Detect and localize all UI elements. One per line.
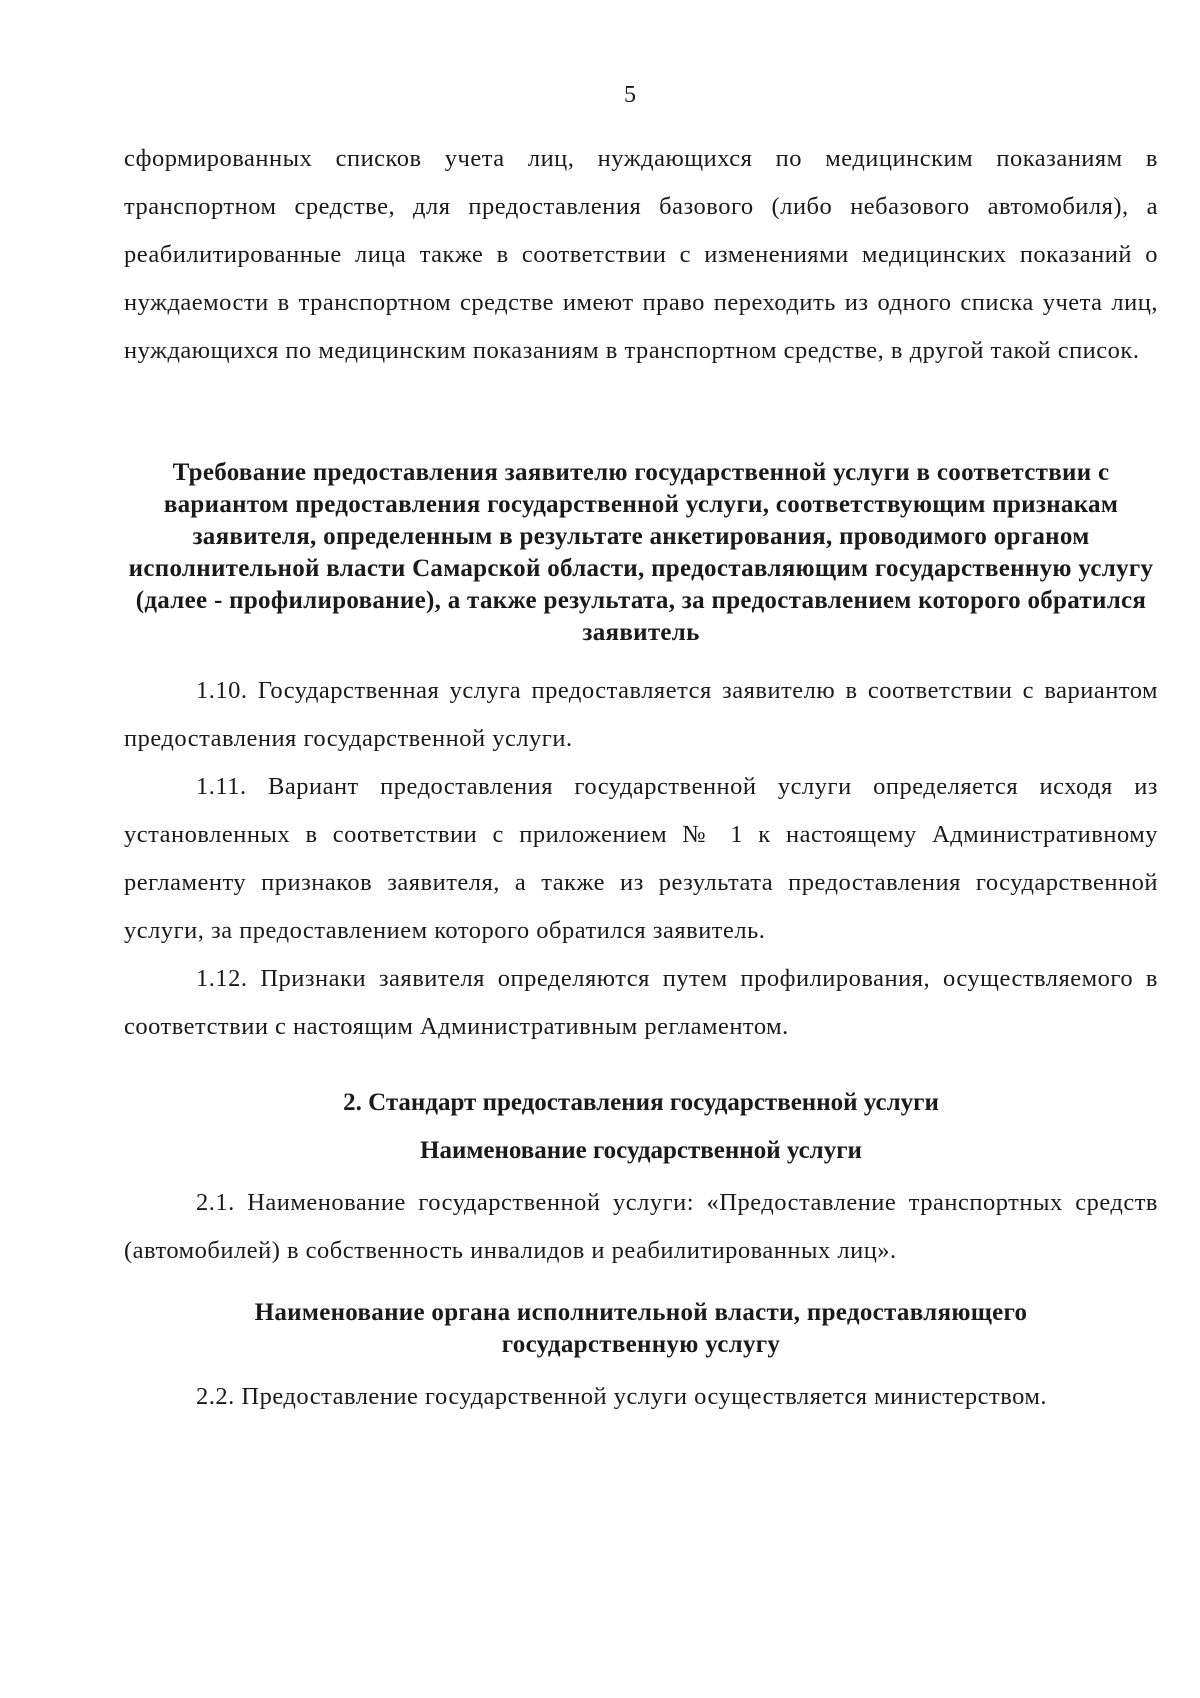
subsection-heading-service-name: Наименование государственной услуги bbox=[420, 1137, 862, 1164]
paragraph-2-1: 2.1. Наименование государственной услуги: «Предоставление транспортных средств (автомобилей) в собственность инвалидов и реабилитированных лиц». bbox=[124, 1189, 1158, 1264]
intro-paragraph: сформированных списков учета лиц, нуждающихся по медицинским показаниям в транспортном средстве, для предоставления базового (либо небазового автомобиля), а реабилитированные лица также в соответствии с изменениями медицинских показаний о нуждаемости в транспортном средстве имеют право переходить из одного списка учета лиц, нуждающихся по медицинским показаниям в транспортном средстве, в другой такой список. bbox=[124, 145, 1158, 364]
spacer bbox=[124, 1361, 1158, 1373]
paragraph-2-2: 2.2. Предоставление государственной услуги осуществляется министерством. bbox=[196, 1383, 1048, 1410]
paragraph-1-11: 1.11. Вариант предоставления государственной услуги определяется исходя из установленных в соответствии с приложением № 1 к настоящему Административному регламенту признаков заявителя, а также из результата предоставления государственной услуги, за предоставлением которого обратился заявитель. bbox=[124, 773, 1158, 944]
section-heading-variant-requirement: Требование предоставления заявителю государственной услуги в соответствии с вариантом предоставления государственной услуги, соответствующим признакам заявителя, определенным в результате анкетирования, проводимого органом исполнительной власти Самарской области, предоставляющим государственную услугу (далее - профилирование), а также результата, за предоставлением которого обратился заявитель bbox=[128, 459, 1154, 646]
document-body bbox=[124, 135, 1158, 1421]
subsection-heading-authority: Наименование органа исполнительной власти, предоставляющего государственную услугу bbox=[254, 1299, 1028, 1358]
spacer bbox=[124, 649, 1158, 667]
section-2-title: 2. Стандарт предоставления государственной услуги bbox=[343, 1089, 939, 1116]
paragraph-1-12: 1.12. Признаки заявителя определяются путем профилирования, осуществляемого в соответствии с настоящим Административным регламентом. bbox=[124, 965, 1158, 1040]
spacer bbox=[124, 1051, 1158, 1079]
spacer bbox=[124, 375, 1158, 457]
spacer bbox=[124, 1275, 1158, 1297]
page-number: 5 bbox=[624, 82, 636, 108]
paragraph-1-10: 1.10. Государственная услуга предоставляется заявителю в соответствии с вариантом предоставления государственной услуги. bbox=[124, 677, 1158, 752]
